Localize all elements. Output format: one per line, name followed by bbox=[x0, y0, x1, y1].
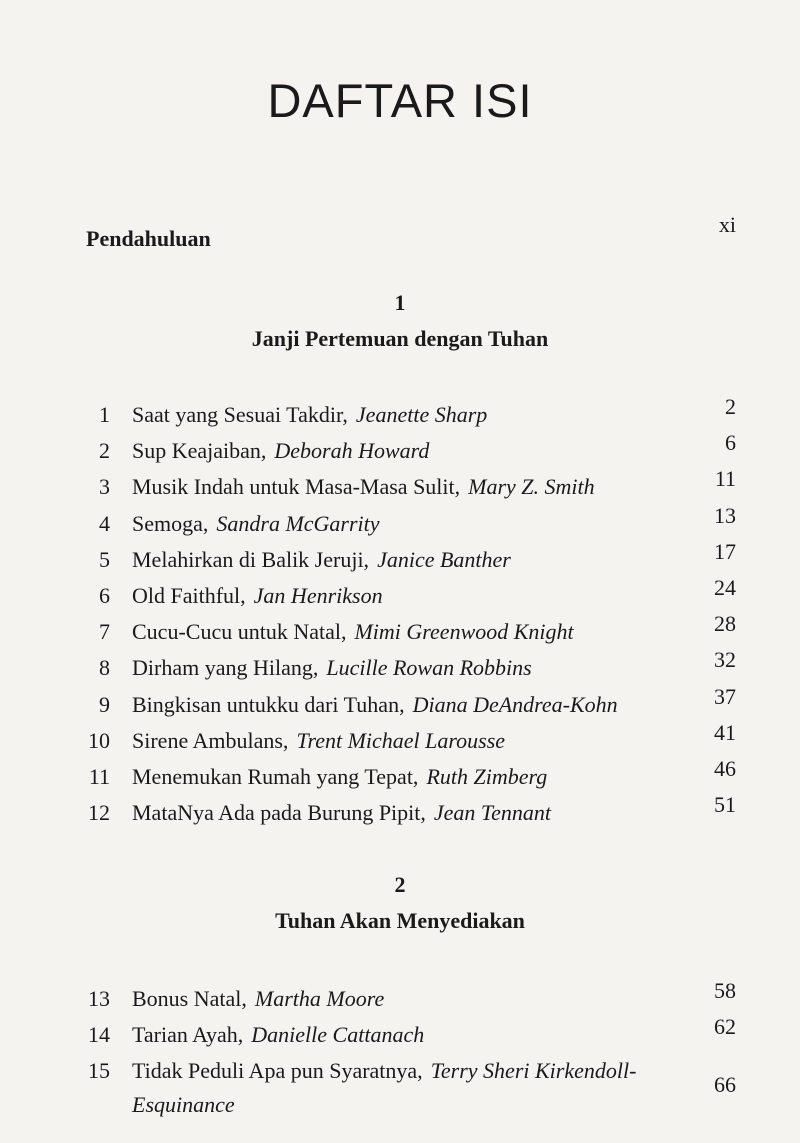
chapter-1-entries bbox=[0, 396, 800, 830]
entry-title: Menemukan Rumah yang Tepat, bbox=[132, 763, 419, 789]
toc-entry[interactable] bbox=[0, 613, 800, 649]
chapter-1-number: 1 bbox=[394, 290, 406, 315]
entry-title: Bonus Natal, bbox=[132, 986, 247, 1011]
entry-title: Melahirkan di Balik Jeruji, bbox=[132, 546, 370, 572]
entry-number: 11 bbox=[88, 763, 110, 789]
entry-page: 62 bbox=[714, 1014, 736, 1040]
entry-author: Sandra McGarrity bbox=[216, 510, 380, 536]
entry-title: Tarian Ayah, bbox=[132, 1022, 244, 1048]
entry-page: 66 bbox=[714, 1072, 736, 1098]
intro-page-number: xi bbox=[718, 212, 736, 237]
entry-page: 6 bbox=[725, 430, 736, 456]
entry-title: Old Faithful, bbox=[132, 582, 246, 608]
entry-page: 41 bbox=[714, 719, 736, 745]
toc-entry[interactable] bbox=[0, 396, 800, 432]
entry-title: MataNya Ada pada Burung Pipit, bbox=[132, 800, 426, 826]
entry-number: 3 bbox=[99, 474, 110, 500]
entry-number: 10 bbox=[88, 727, 110, 753]
toc-entry[interactable] bbox=[0, 574, 800, 613]
entry-number: 1 bbox=[99, 402, 110, 427]
toc-entry[interactable] bbox=[0, 794, 800, 830]
entry-page: 2 bbox=[725, 394, 736, 419]
entry-number: 15 bbox=[88, 1058, 110, 1084]
entry-author: Deborah Howard bbox=[274, 438, 430, 464]
entry-number: 9 bbox=[99, 691, 110, 717]
entry-page: 32 bbox=[714, 647, 736, 673]
entry-title: Semoga, bbox=[132, 510, 209, 536]
entry-title: Cucu-Cucu untuk Natal, bbox=[132, 619, 347, 645]
entry-number: 13 bbox=[88, 986, 110, 1011]
intro-label: Pendahuluan bbox=[86, 226, 211, 251]
entry-page: 58 bbox=[714, 978, 736, 1003]
entry-author: Danielle Cattanach bbox=[251, 1022, 425, 1048]
entry-page: 17 bbox=[714, 538, 736, 564]
entry-author: Mimi Greenwood Knight bbox=[354, 619, 574, 645]
entry-title: Musik Indah untuk Masa-Masa Sulit, bbox=[132, 474, 461, 500]
entry-page: 11 bbox=[714, 466, 736, 492]
entry-page: 24 bbox=[714, 574, 736, 600]
toc-entry[interactable] bbox=[0, 683, 800, 722]
toc-entry[interactable] bbox=[0, 719, 800, 758]
toc-entry[interactable] bbox=[0, 502, 800, 541]
entry-author: Lucille Rowan Robbins bbox=[326, 655, 532, 681]
toc-entry[interactable] bbox=[0, 538, 800, 577]
entry-author: Jeanette Sharp bbox=[355, 402, 488, 427]
entry-title: Saat yang Sesuai Takdir, bbox=[132, 402, 348, 427]
entry-author: Janice Banther bbox=[377, 546, 511, 572]
entry-title: Bingkisan untukku dari Tuhan, bbox=[132, 691, 405, 717]
chapter-1-title: Janji Pertemuan dengan Tuhan bbox=[251, 326, 549, 351]
chapter-2-title: Tuhan Akan Menyediakan bbox=[275, 908, 525, 933]
entry-number: 6 bbox=[99, 582, 110, 608]
page-title: DAFTAR ISI bbox=[267, 74, 533, 128]
entry-author: Diana DeAndrea-Kohn bbox=[412, 691, 618, 717]
entry-number: 7 bbox=[99, 619, 110, 645]
entry-author-continued: Esquinance bbox=[132, 1092, 235, 1118]
toc-entry[interactable] bbox=[0, 1016, 800, 1052]
toc-entry[interactable] bbox=[0, 468, 800, 504]
entry-number: 14 bbox=[88, 1022, 110, 1048]
entry-author: Ruth Zimberg bbox=[426, 763, 548, 789]
entry-number: 5 bbox=[99, 546, 110, 572]
toc-entry[interactable] bbox=[0, 980, 800, 1016]
toc-entry[interactable] bbox=[0, 1052, 800, 1118]
entry-title: Dirham yang Hilang, bbox=[132, 655, 319, 681]
entry-author: Mary Z. Smith bbox=[468, 474, 595, 500]
toc-entry[interactable] bbox=[0, 432, 800, 468]
toc-entry[interactable] bbox=[0, 755, 800, 794]
chapter-2-entries bbox=[0, 978, 800, 1118]
toc-entry[interactable] bbox=[0, 649, 800, 685]
entry-page: 28 bbox=[714, 611, 736, 637]
entry-page: 51 bbox=[714, 792, 736, 818]
entry-title: Sirene Ambulans, bbox=[132, 727, 289, 753]
entry-author: Terry Sheri Kirkendoll- bbox=[430, 1058, 637, 1084]
entry-author: Jean Tennant bbox=[433, 800, 552, 826]
entry-author: Martha Moore bbox=[254, 986, 385, 1011]
entry-number: 12 bbox=[88, 800, 110, 826]
entry-title: Tidak Peduli Apa pun Syaratnya, bbox=[132, 1058, 423, 1084]
entry-number: 4 bbox=[99, 510, 110, 536]
entry-number: 2 bbox=[99, 438, 110, 464]
entry-page: 13 bbox=[714, 502, 736, 528]
entry-author: Trent Michael Larousse bbox=[296, 727, 506, 753]
entry-title: Sup Keajaiban, bbox=[132, 438, 267, 464]
entry-page: 46 bbox=[714, 755, 736, 781]
entry-page: 37 bbox=[714, 683, 736, 709]
chapter-2-number: 2 bbox=[394, 872, 406, 897]
entry-author: Jan Henrikson bbox=[253, 582, 383, 608]
entry-number: 8 bbox=[99, 655, 110, 681]
